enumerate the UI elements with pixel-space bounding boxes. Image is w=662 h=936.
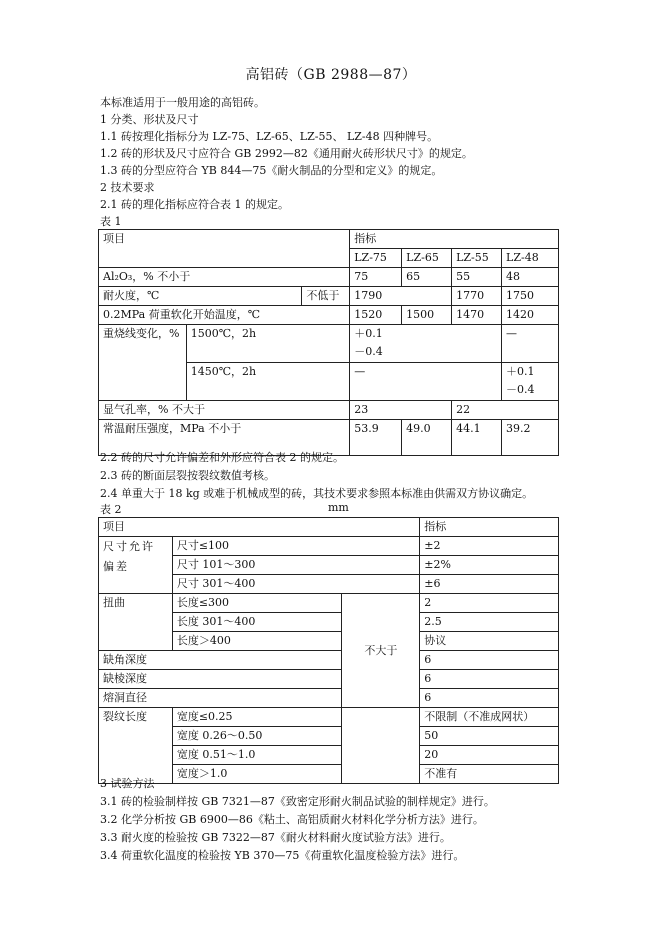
table-2: [98, 517, 559, 784]
section-1-heading: 1 分类、形状及尺寸: [100, 113, 199, 126]
header-index: 指标: [350, 230, 559, 249]
clause-2-4: 2.4 单重大于 18 kg 或难于机械成型的砖，其技术要求参照本标准由供需双方协议确定。: [100, 487, 534, 500]
cell: 长度 301～400: [172, 613, 342, 632]
section-3-heading: 3 试验方法: [100, 777, 155, 790]
cell: 65: [402, 268, 452, 287]
cell-text: －0.4: [354, 345, 383, 358]
grade-lz65: LZ-65: [402, 249, 452, 268]
cell: 53.9: [350, 420, 402, 456]
table-row: [99, 325, 559, 363]
dimension-deviation-label: 尺寸允许偏差: [99, 537, 173, 594]
cell: ±2%: [420, 556, 559, 575]
clause-3-4: 3.4 荷重软化温度的检验按 YB 370—75《荷重软化温度检验方法》进行。: [100, 849, 465, 862]
melt-hole-label: 熔洞直径: [99, 689, 342, 708]
clause-3-1: 3.1 砖的检验制样按 GB 7321—87《致密定形耐火制品试验的制样规定》进行。: [100, 795, 495, 808]
table-row: [99, 651, 559, 670]
cell: 44.1: [452, 420, 502, 456]
not-exceed-label: 不大于: [342, 594, 420, 708]
reheat-condition-1450: 1450℃，2h: [186, 363, 350, 401]
reheat-condition-1500: 1500℃，2h: [186, 325, 350, 363]
cell: 宽度 0.51～1.0: [172, 746, 342, 765]
cell: 39.2: [502, 420, 559, 456]
cell: 22: [452, 401, 559, 420]
table-row: [99, 306, 559, 325]
edge-depth-label: 缺棱深度: [99, 670, 342, 689]
clause-1-2: 1.2 砖的形状及尺寸应符合 GB 2992—82《通用耐火砖形状尺寸》的规定。: [100, 147, 473, 160]
grade-lz48: LZ-48: [502, 249, 559, 268]
cell: 宽度≤0.25: [172, 708, 342, 727]
cell: [502, 363, 559, 401]
cell: 尺寸 301～400: [172, 575, 419, 594]
cell: —: [502, 325, 559, 363]
header-index: 指标: [420, 518, 559, 537]
grade-lz55: LZ-55: [452, 249, 502, 268]
cell: 1750: [502, 287, 559, 306]
cell: 不限制（不准成网状）: [420, 708, 559, 727]
table-1: [98, 229, 559, 456]
cell: ±2: [420, 537, 559, 556]
cell: 6: [420, 689, 559, 708]
table-row: [99, 518, 559, 537]
clause-2-3: 2.3 砖的断面层裂按裂纹数值考核。: [100, 469, 275, 482]
cell: 1790: [350, 287, 452, 306]
cell: 2.5: [420, 613, 559, 632]
cell: 尺寸≤100: [172, 537, 419, 556]
table-row: [99, 401, 559, 420]
cell: 1470: [452, 306, 502, 325]
header-item: 项目: [99, 230, 350, 268]
cell: [350, 325, 502, 363]
table-row: [99, 594, 559, 613]
table-row: [99, 689, 559, 708]
cell: 55: [452, 268, 502, 287]
cell: 2: [420, 594, 559, 613]
clause-2-2: 2.2 砖的尺寸允许偏差和外形应符合表 2 的规定。: [100, 451, 344, 464]
intro-text: 本标准适用于一般用途的高铝砖。: [100, 96, 265, 109]
cell: 6: [420, 670, 559, 689]
table-2-caption: 表 2: [100, 503, 122, 516]
header-item: 项目: [99, 518, 420, 537]
table-1-caption: 表 1: [100, 215, 122, 228]
porosity-label: 显气孔率，% 不大于: [99, 401, 350, 420]
cell: ±6: [420, 575, 559, 594]
twist-label: 扭曲: [99, 594, 173, 651]
load-softening-label: 0.2MPa 荷重软化开始温度，℃: [99, 306, 350, 325]
crushing-strength-label: 常温耐压强度，MPa 不小于: [99, 420, 350, 456]
cell: 1520: [350, 306, 402, 325]
table-row: [99, 268, 559, 287]
table-row: [99, 230, 559, 249]
cell: 49.0: [402, 420, 452, 456]
table-row: [99, 537, 559, 556]
cell: 1770: [452, 287, 502, 306]
cell: 协议: [420, 632, 559, 651]
table-row: [99, 708, 559, 727]
clause-3-2: 3.2 化学分析按 GB 6900—86《粘土、高铝质耐火材料化学分析方法》进行。: [100, 813, 484, 826]
cell: 23: [350, 401, 452, 420]
clause-1-3: 1.3 砖的分型应符合 YB 844—75《耐火制品的分型和定义》的规定。: [100, 164, 443, 177]
cell-text: ＋0.1: [354, 327, 383, 340]
cell: 宽度＞1.0: [172, 765, 342, 784]
grade-lz75: LZ-75: [350, 249, 402, 268]
reheat-label: 重烧线变化，%: [99, 325, 187, 401]
cell: 宽度 0.26～0.50: [172, 727, 342, 746]
clause-3-3: 3.3 耐火度的检验按 GB 7322—87《耐火材料耐火度试验方法》进行。: [100, 831, 451, 844]
section-2-heading: 2 技术要求: [100, 181, 155, 194]
cell: 20: [420, 746, 559, 765]
cell: —: [350, 363, 502, 401]
cell-text: ＋0.1: [506, 365, 535, 378]
al2o3-label: Al₂O₃，% 不小于: [99, 268, 350, 287]
cell: 50: [420, 727, 559, 746]
clause-1-1: 1.1 砖按理化指标分为 LZ-75、LZ-65、LZ-55、 LZ-48 四种牌号。: [100, 130, 439, 143]
document-title: 高铝砖（GB 2988—87）: [245, 67, 417, 83]
refractoriness-label: 耐火度，℃: [99, 287, 302, 306]
table-2-unit: mm: [328, 501, 349, 514]
clause-2-1: 2.1 砖的理化指标应符合表 1 的规定。: [100, 198, 289, 211]
table-row: [99, 287, 559, 306]
table-row: [99, 670, 559, 689]
refractoriness-condition: 不低于: [302, 287, 350, 306]
cell: 长度＞400: [172, 632, 342, 651]
cell: 不准有: [420, 765, 559, 784]
empty-cell: [342, 708, 420, 784]
cell: 75: [350, 268, 402, 287]
cell: 1420: [502, 306, 559, 325]
cell: 6: [420, 651, 559, 670]
corner-depth-label: 缺角深度: [99, 651, 342, 670]
cell: 48: [502, 268, 559, 287]
cell: 长度≤300: [172, 594, 342, 613]
cell: 1500: [402, 306, 452, 325]
crack-length-label: 裂纹长度: [99, 708, 173, 784]
cell-text: －0.4: [506, 383, 535, 396]
cell: 尺寸 101～300: [172, 556, 419, 575]
